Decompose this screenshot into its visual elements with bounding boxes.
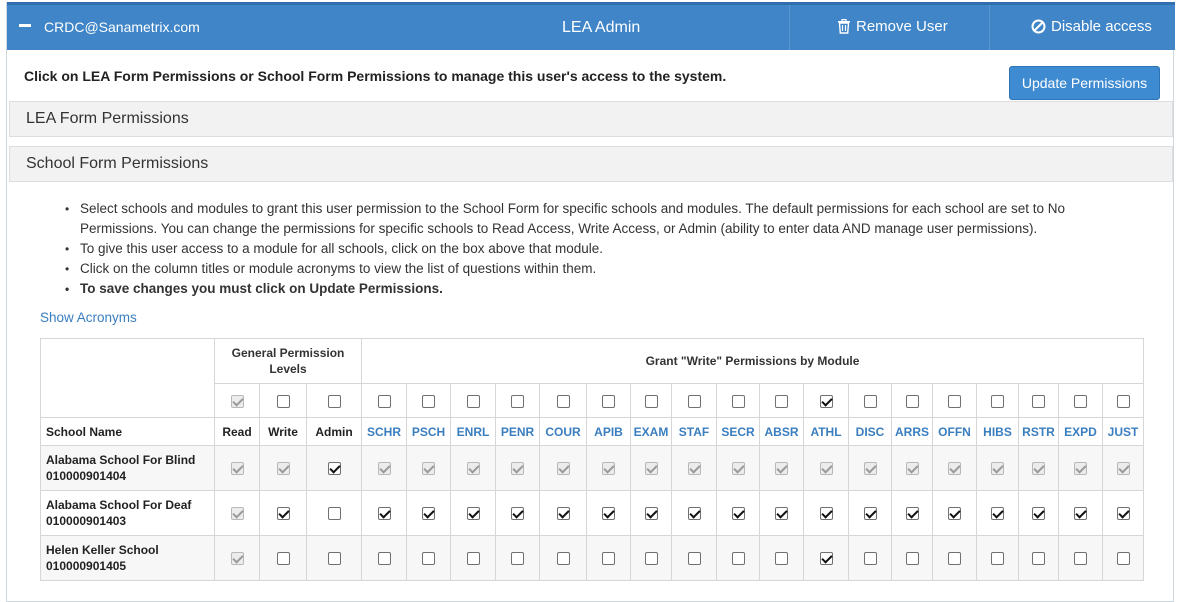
instruction-text: Click on LEA Form Permissions or School Form Permissions to manage this user's access to the system. xyxy=(24,68,727,84)
module-link-rstr[interactable]: RSTR xyxy=(1019,418,1059,446)
apib-write-checkbox[interactable] xyxy=(602,507,615,520)
remove-user-label: Remove User xyxy=(856,18,948,35)
table-cell xyxy=(215,384,260,418)
module-link-offn[interactable]: OFFN xyxy=(933,418,977,446)
table-cell xyxy=(977,384,1019,418)
user-email: CRDC@Sanametrix.com xyxy=(44,19,200,35)
table-cell xyxy=(849,384,892,418)
table-cell xyxy=(260,446,307,491)
penr-write-checkbox xyxy=(511,462,524,475)
table-cell xyxy=(631,536,672,581)
module-link-athl[interactable]: ATHL xyxy=(804,418,849,446)
athl-write-checkbox xyxy=(820,462,833,475)
list-item: • Click on the column titles or module acronyms to view the list of questions within them. xyxy=(65,259,1135,279)
table-cell xyxy=(1103,384,1144,418)
school-name: Alabama School For Deaf xyxy=(46,498,192,512)
select-all-enrl-checkbox[interactable] xyxy=(467,395,480,408)
module-link-exam[interactable]: EXAM xyxy=(631,418,672,446)
select-all-read-checkbox xyxy=(231,395,244,408)
module-link-cour[interactable]: COUR xyxy=(540,418,587,446)
table-cell xyxy=(451,536,496,581)
select-all-disc-checkbox[interactable] xyxy=(864,395,877,408)
hibs-write-checkbox[interactable] xyxy=(991,507,1004,520)
table-cell xyxy=(672,446,717,491)
collapse-icon[interactable] xyxy=(19,24,31,27)
table-cell xyxy=(977,491,1019,536)
read-permission-checkbox xyxy=(231,552,244,565)
disable-access-label: Disable access xyxy=(1051,18,1152,35)
secr-write-checkbox xyxy=(732,462,745,475)
table-cell xyxy=(1019,446,1059,491)
table-cell xyxy=(933,536,977,581)
secr-write-checkbox[interactable] xyxy=(732,552,745,565)
user-permission-panel xyxy=(6,2,1174,602)
absr-write-checkbox[interactable] xyxy=(775,507,788,520)
cour-write-checkbox xyxy=(557,462,570,475)
just-write-checkbox xyxy=(1117,462,1130,475)
table-cell xyxy=(587,384,631,418)
table-cell xyxy=(892,536,933,581)
enrl-write-checkbox[interactable] xyxy=(467,552,480,565)
table-cell xyxy=(804,491,849,536)
school-form-permissions-panel[interactable]: School Form Permissions xyxy=(9,146,1173,182)
table-cell xyxy=(496,384,540,418)
arrs-write-checkbox[interactable] xyxy=(906,507,919,520)
trash-icon xyxy=(837,19,851,34)
apib-write-checkbox xyxy=(602,462,615,475)
school-code: 010000901404 xyxy=(46,469,127,483)
staf-write-checkbox[interactable] xyxy=(688,507,701,520)
offn-write-checkbox xyxy=(948,462,961,475)
module-link-staf[interactable]: STAF xyxy=(672,418,717,446)
table-cell xyxy=(892,491,933,536)
school-name: Alabama School For Blind xyxy=(46,453,196,467)
table-cell xyxy=(496,446,540,491)
cour-write-checkbox[interactable] xyxy=(557,507,570,520)
rstr-write-checkbox xyxy=(1032,462,1045,475)
read-permission-checkbox xyxy=(231,507,244,520)
module-link-schr[interactable]: SCHR xyxy=(362,418,407,446)
rstr-write-checkbox[interactable] xyxy=(1032,552,1045,565)
read-permission-checkbox xyxy=(231,462,244,475)
table-cell xyxy=(407,384,451,418)
table-cell xyxy=(260,384,307,418)
table-cell xyxy=(260,536,307,581)
table-cell xyxy=(717,536,760,581)
table-cell xyxy=(451,384,496,418)
list-item: • To save changes you must click on Update Permissions. xyxy=(65,279,1135,299)
table-cell xyxy=(1103,491,1144,536)
table-cell xyxy=(892,384,933,418)
table-cell xyxy=(1019,491,1059,536)
athl-write-checkbox[interactable] xyxy=(820,552,833,565)
table-cell xyxy=(362,384,407,418)
table-cell xyxy=(307,536,362,581)
table-cell xyxy=(804,384,849,418)
module-link-secr[interactable]: SECR xyxy=(717,418,760,446)
permissions-table xyxy=(40,338,1144,581)
divider xyxy=(989,5,990,50)
table-cell xyxy=(1059,384,1103,418)
table-cell xyxy=(849,491,892,536)
admin-permission-checkbox[interactable] xyxy=(328,552,341,565)
offn-write-checkbox[interactable] xyxy=(948,507,961,520)
enrl-write-checkbox[interactable] xyxy=(467,507,480,520)
table-cell xyxy=(933,491,977,536)
admin-permission-checkbox[interactable] xyxy=(328,462,341,475)
table-row xyxy=(41,491,1144,536)
table-cell xyxy=(215,491,260,536)
write-permission-checkbox xyxy=(277,462,290,475)
hibs-write-checkbox xyxy=(991,462,1004,475)
module-permission-header[interactable]: Grant "Write" Permissions by Module xyxy=(362,339,1144,384)
remove-user-button[interactable] xyxy=(837,18,948,35)
table-cell xyxy=(760,384,804,418)
write-permission-checkbox[interactable] xyxy=(277,552,290,565)
table-cell xyxy=(587,446,631,491)
column-header-read[interactable]: Read xyxy=(215,418,260,446)
table-cell xyxy=(849,446,892,491)
table-cell xyxy=(496,536,540,581)
module-link-penr[interactable]: PENR xyxy=(496,418,540,446)
table-cell xyxy=(540,384,587,418)
table-cell xyxy=(892,446,933,491)
user-role: LEA Admin xyxy=(562,19,641,36)
table-cell xyxy=(362,536,407,581)
select-all-cour-checkbox[interactable] xyxy=(557,395,570,408)
table-cell xyxy=(362,446,407,491)
table-cell xyxy=(849,536,892,581)
school-name: Helen Keller School xyxy=(46,543,159,557)
select-all-secr-checkbox[interactable] xyxy=(732,395,745,408)
athl-write-checkbox[interactable] xyxy=(820,507,833,520)
absr-write-checkbox[interactable] xyxy=(775,552,788,565)
table-cell xyxy=(933,446,977,491)
table-cell xyxy=(717,491,760,536)
lea-form-permissions-panel[interactable]: LEA Form Permissions xyxy=(9,101,1173,137)
just-write-checkbox[interactable] xyxy=(1117,552,1130,565)
table-cell xyxy=(307,446,362,491)
schr-write-checkbox[interactable] xyxy=(378,552,391,565)
apib-write-checkbox[interactable] xyxy=(602,552,615,565)
table-cell xyxy=(540,491,587,536)
expd-write-checkbox[interactable] xyxy=(1074,507,1087,520)
table-cell xyxy=(631,446,672,491)
table-cell xyxy=(587,491,631,536)
table-cell xyxy=(977,446,1019,491)
table-row xyxy=(41,446,1144,491)
secr-write-checkbox[interactable] xyxy=(732,507,745,520)
module-link-absr[interactable]: ABSR xyxy=(760,418,804,446)
table-cell xyxy=(451,446,496,491)
select-all-offn-checkbox[interactable] xyxy=(948,395,961,408)
column-header-admin[interactable]: Admin xyxy=(307,418,362,446)
table-cell xyxy=(631,384,672,418)
exam-write-checkbox[interactable] xyxy=(645,552,658,565)
table-cell xyxy=(760,446,804,491)
psch-write-checkbox[interactable] xyxy=(422,552,435,565)
select-all-hibs-checkbox[interactable] xyxy=(991,395,1004,408)
show-acronyms-link[interactable]: Show Acronyms xyxy=(40,310,137,325)
table-cell xyxy=(717,446,760,491)
module-link-just[interactable]: JUST xyxy=(1103,418,1144,446)
select-all-athl-checkbox[interactable] xyxy=(820,395,833,408)
module-link-arrs[interactable]: ARRS xyxy=(892,418,933,446)
arrs-write-checkbox[interactable] xyxy=(906,552,919,565)
hibs-write-checkbox[interactable] xyxy=(991,552,1004,565)
table-corner xyxy=(41,339,215,418)
expd-write-checkbox xyxy=(1074,462,1087,475)
select-all-schr-checkbox[interactable] xyxy=(378,395,391,408)
module-link-enrl[interactable]: ENRL xyxy=(451,418,496,446)
just-write-checkbox[interactable] xyxy=(1117,507,1130,520)
table-cell xyxy=(672,384,717,418)
expd-write-checkbox[interactable] xyxy=(1074,552,1087,565)
penr-write-checkbox[interactable] xyxy=(511,552,524,565)
arrs-write-checkbox xyxy=(906,462,919,475)
school-name-header[interactable]: School Name xyxy=(41,418,215,446)
select-all-admin-checkbox[interactable] xyxy=(328,395,341,408)
table-cell xyxy=(760,536,804,581)
module-link-disc[interactable]: DISC xyxy=(849,418,892,446)
table-row xyxy=(41,536,1144,581)
update-permissions-button[interactable]: Update Permissions xyxy=(1009,66,1160,100)
table-cell xyxy=(631,491,672,536)
school-name-cell xyxy=(41,446,215,491)
psch-write-checkbox[interactable] xyxy=(422,507,435,520)
table-cell xyxy=(260,491,307,536)
table-cell xyxy=(215,446,260,491)
table-cell xyxy=(1019,536,1059,581)
module-link-psch[interactable]: PSCH xyxy=(407,418,451,446)
table-cell xyxy=(977,536,1019,581)
table-cell xyxy=(804,536,849,581)
select-all-rstr-checkbox[interactable] xyxy=(1032,395,1045,408)
table-cell xyxy=(1103,446,1144,491)
instructions-list xyxy=(65,199,1135,299)
select-all-apib-checkbox[interactable] xyxy=(602,395,615,408)
table-cell xyxy=(804,446,849,491)
absr-write-checkbox xyxy=(775,462,788,475)
school-name-cell xyxy=(41,536,215,581)
disc-write-checkbox xyxy=(864,462,877,475)
table-cell xyxy=(407,491,451,536)
table-cell xyxy=(1059,491,1103,536)
staf-write-checkbox xyxy=(688,462,701,475)
table-cell xyxy=(307,384,362,418)
enrl-write-checkbox xyxy=(467,462,480,475)
table-cell xyxy=(672,536,717,581)
cour-write-checkbox[interactable] xyxy=(557,552,570,565)
table-cell xyxy=(760,491,804,536)
school-name-cell xyxy=(41,491,215,536)
exam-write-checkbox xyxy=(645,462,658,475)
disc-write-checkbox[interactable] xyxy=(864,552,877,565)
module-link-hibs[interactable]: HIBS xyxy=(977,418,1019,446)
table-cell xyxy=(1059,536,1103,581)
table-cell xyxy=(451,491,496,536)
penr-write-checkbox[interactable] xyxy=(511,507,524,520)
disable-access-button[interactable] xyxy=(1031,18,1152,35)
table-cell xyxy=(496,491,540,536)
list-item: • Select schools and modules to grant this user permission to the School Form for specific schools and modules. The default permissions for each school are set to No Permissions. You can change the permissions for specific schools to Read Access, Write Access, or Admin (ability to enter data AND manage user permissions). xyxy=(65,199,1135,239)
select-all-write-checkbox[interactable] xyxy=(277,395,290,408)
table-cell xyxy=(672,491,717,536)
rstr-write-checkbox[interactable] xyxy=(1032,507,1045,520)
table-cell xyxy=(362,491,407,536)
table-cell xyxy=(1059,446,1103,491)
table-cell xyxy=(307,491,362,536)
select-all-exam-checkbox[interactable] xyxy=(645,395,658,408)
offn-write-checkbox[interactable] xyxy=(948,552,961,565)
table-cell xyxy=(215,536,260,581)
select-all-staf-checkbox[interactable] xyxy=(688,395,701,408)
table-cell xyxy=(407,536,451,581)
table-cell xyxy=(407,446,451,491)
psch-write-checkbox xyxy=(422,462,435,475)
list-item: • To give this user access to a module for all schools, click on the box above that module. xyxy=(65,239,1135,259)
general-permission-header[interactable]: General Permission Levels xyxy=(215,339,362,384)
disc-write-checkbox[interactable] xyxy=(864,507,877,520)
user-header-bar[interactable] xyxy=(7,2,1175,50)
ban-icon xyxy=(1031,19,1046,34)
module-link-apib[interactable]: APIB xyxy=(587,418,631,446)
staf-write-checkbox[interactable] xyxy=(688,552,701,565)
table-cell xyxy=(540,446,587,491)
module-link-expd[interactable]: EXPD xyxy=(1059,418,1103,446)
admin-permission-checkbox[interactable] xyxy=(328,507,341,520)
select-all-arrs-checkbox[interactable] xyxy=(906,395,919,408)
divider xyxy=(789,5,790,50)
select-all-just-checkbox[interactable] xyxy=(1117,395,1130,408)
write-permission-checkbox[interactable] xyxy=(277,507,290,520)
table-cell xyxy=(587,536,631,581)
schr-write-checkbox[interactable] xyxy=(378,507,391,520)
table-cell xyxy=(1103,536,1144,581)
school-code: 010000901403 xyxy=(46,514,127,528)
exam-write-checkbox[interactable] xyxy=(645,507,658,520)
select-all-absr-checkbox[interactable] xyxy=(775,395,788,408)
select-all-penr-checkbox[interactable] xyxy=(511,395,524,408)
table-cell xyxy=(933,384,977,418)
select-all-psch-checkbox[interactable] xyxy=(422,395,435,408)
table-cell xyxy=(1019,384,1059,418)
table-cell xyxy=(540,536,587,581)
column-header-write[interactable]: Write xyxy=(260,418,307,446)
school-code: 010000901405 xyxy=(46,559,127,573)
schr-write-checkbox xyxy=(378,462,391,475)
table-cell xyxy=(717,384,760,418)
select-all-expd-checkbox[interactable] xyxy=(1074,395,1087,408)
